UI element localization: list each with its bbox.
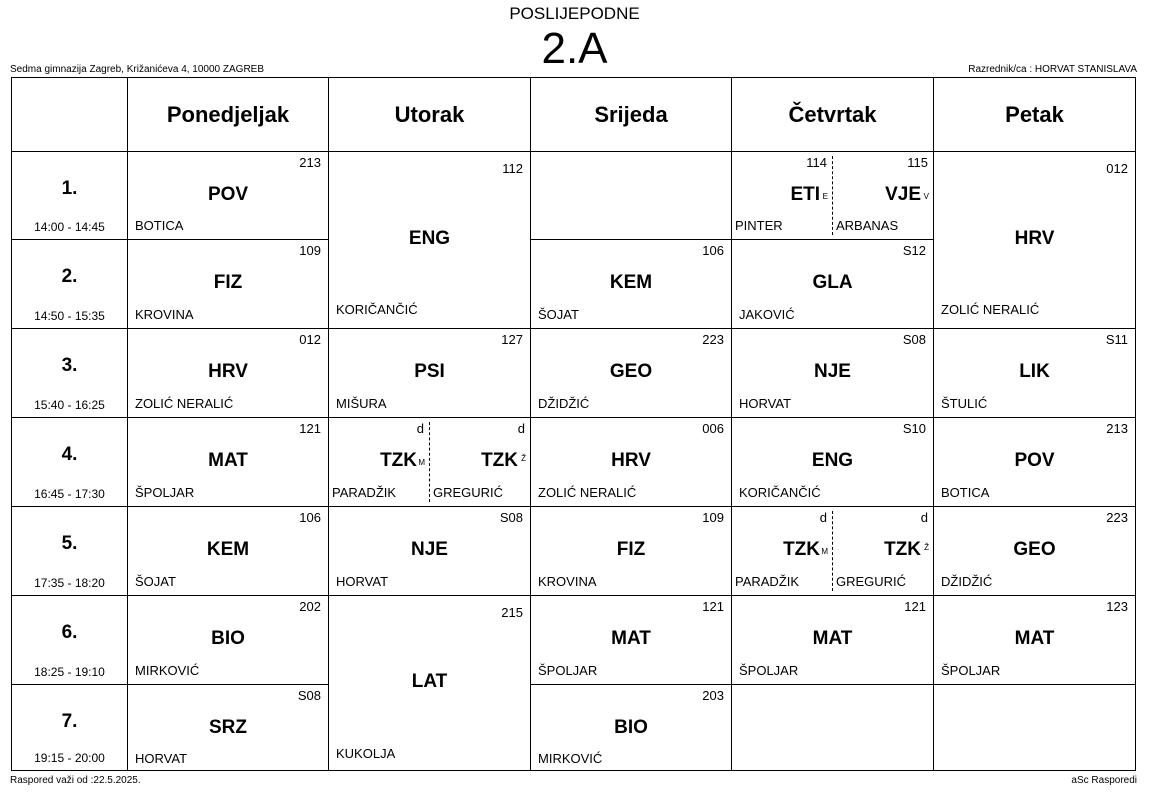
valid-from: Raspored važi od :22.5.2025. (10, 775, 141, 786)
subject: HRV (208, 361, 248, 382)
subject: BIO (211, 628, 245, 649)
teacher-name: ŠPOLJAR (135, 485, 195, 500)
teacher-name: MIRKOVIĆ (538, 751, 603, 766)
teacher-name: PARADŽIK (332, 485, 397, 500)
teacher-name: KORIČANČIĆ (336, 302, 418, 317)
subject: POV (207, 184, 249, 205)
lesson-cell[interactable] (128, 152, 328, 239)
lesson-cell[interactable] (128, 596, 328, 684)
lesson-cell[interactable] (531, 418, 731, 506)
teacher-name: ŠPOLJAR (538, 663, 598, 678)
lesson-cell[interactable] (531, 329, 731, 417)
lesson-cell[interactable] (128, 507, 328, 595)
lesson-group-z[interactable] (833, 507, 933, 595)
subject: FIZ (616, 539, 646, 560)
period-number: 7. (61, 711, 78, 732)
teacher-name: ŠOJAT (135, 574, 176, 589)
room-number: 114 (806, 155, 827, 170)
teacher-name: ŠPOLJAR (739, 663, 799, 678)
subject: KEM (206, 539, 250, 560)
room-number: S08 (297, 688, 321, 703)
period-time: 16:45 - 17:30 (34, 487, 105, 501)
lesson-group-e[interactable] (732, 152, 832, 239)
teacher-name: ŠPOLJAR (941, 663, 1001, 678)
room-number: 213 (1106, 421, 1128, 436)
room-number: 127 (501, 332, 523, 347)
teacher-name: ŠOJAT (538, 307, 579, 322)
room-number: d (819, 510, 827, 525)
lesson-cell[interactable] (531, 507, 731, 595)
period-1 (12, 152, 127, 239)
room-number: d (517, 421, 525, 436)
room-number: S12 (902, 243, 926, 258)
homeroom-teacher: Razrednik/ca : HORVAT STANISLAVA (968, 64, 1137, 75)
teacher-name: KROVINA (538, 574, 597, 589)
teacher-name: DŽIDŽIĆ (941, 574, 993, 589)
teacher-name: BOTICA (135, 218, 184, 233)
lesson-cell-empty (934, 685, 1135, 770)
period-time: 19:15 - 20:00 (34, 751, 105, 765)
room-number: 213 (299, 155, 321, 170)
lesson-group-z[interactable] (430, 418, 530, 506)
subject: MAT (611, 628, 651, 649)
lesson-cell[interactable] (934, 418, 1135, 506)
lesson-cell[interactable] (732, 418, 933, 506)
lesson-cell[interactable] (128, 240, 328, 328)
room-number: 106 (702, 243, 724, 258)
subject: BIO (614, 717, 648, 738)
teacher-name: JAKOVIĆ (739, 307, 795, 322)
subject: ETI (790, 184, 820, 205)
lesson-cell[interactable] (329, 329, 530, 417)
lesson-cell[interactable] (128, 329, 328, 417)
subject: ENG (408, 228, 451, 249)
subject: TZK (481, 450, 518, 471)
subject: HRV (611, 450, 651, 471)
period-time: 15:40 - 16:25 (34, 398, 105, 412)
subject: NJE (411, 539, 448, 560)
room-number: 121 (702, 599, 724, 614)
room-number: 112 (502, 161, 523, 176)
room-number: 106 (299, 510, 321, 525)
teacher-name: KORIČANČIĆ (739, 485, 821, 500)
period-time: 14:50 - 15:35 (34, 309, 105, 323)
lesson-cell[interactable] (329, 507, 530, 595)
subject: LIK (1019, 361, 1050, 382)
subject: NJE (814, 361, 851, 382)
lesson-cell-split[interactable] (732, 152, 933, 239)
subject: SRZ (209, 717, 247, 738)
period-number: 4. (61, 444, 78, 465)
lesson-cell[interactable] (732, 596, 933, 684)
day-header-thursday: Četvrtak (788, 101, 877, 127)
room-number: 006 (702, 421, 724, 436)
room-number: S10 (902, 421, 926, 436)
teacher-name: HORVAT (739, 396, 792, 411)
teacher-name: GREGURIĆ (433, 485, 504, 500)
school-address: Sedma gimnazija Zagreb, Križanićeva 4, 10000 ZAGREB (10, 64, 265, 75)
teacher-name: ARBANAS (836, 218, 899, 233)
lesson-cell[interactable] (934, 152, 1135, 328)
room-number: S11 (1105, 332, 1128, 347)
teacher-name: ŠTULIĆ (941, 396, 988, 411)
lesson-cell[interactable] (531, 685, 731, 770)
lesson-cell-empty (531, 152, 731, 239)
period-4 (12, 418, 127, 506)
room-number: d (920, 510, 928, 525)
lesson-cell[interactable] (531, 596, 731, 684)
period-number: 3. (61, 355, 78, 376)
teacher-name: ZOLIĆ NERALIĆ (941, 302, 1040, 317)
teacher-name: KUKOLJA (336, 746, 396, 761)
subject: LAT (411, 671, 448, 692)
lesson-cell[interactable] (531, 240, 731, 328)
lesson-cell[interactable] (128, 418, 328, 506)
teacher-name: GREGURIĆ (836, 574, 907, 589)
subject: TZK (380, 450, 417, 471)
lesson-cell[interactable] (732, 240, 933, 328)
period-number: 5. (61, 533, 78, 554)
teacher-name: BOTICA (941, 485, 990, 500)
teacher-name: DŽIDŽIĆ (538, 396, 590, 411)
room-number: S08 (499, 510, 523, 525)
subject: FIZ (213, 272, 243, 293)
timetable-grid (11, 77, 1136, 771)
group-tag: E (822, 192, 828, 201)
period-6 (12, 596, 127, 684)
teacher-name: MIRKOVIĆ (135, 663, 200, 678)
day-header-tuesday: Utorak (394, 101, 465, 127)
lesson-cell-split[interactable] (732, 507, 933, 595)
period-3 (12, 329, 127, 417)
room-number: 123 (1106, 599, 1128, 614)
shift-label: POSLIJEPODNE (509, 4, 640, 23)
subject: GEO (1013, 539, 1056, 560)
group-tag: Ž (924, 543, 929, 552)
lesson-cell[interactable] (934, 507, 1135, 595)
period-number: 1. (61, 178, 78, 199)
period-time: 18:25 - 19:10 (34, 665, 105, 679)
teacher-name: KROVINA (135, 307, 194, 322)
room-number: 121 (904, 599, 926, 614)
subject: ENG (811, 450, 854, 471)
room-number: 115 (907, 155, 928, 170)
group-tag: V (923, 192, 929, 201)
lesson-cell[interactable] (934, 329, 1135, 417)
lesson-cell[interactable] (732, 329, 933, 417)
teacher-name: ZOLIĆ NERALIĆ (135, 396, 234, 411)
teacher-name: PARADŽIK (735, 574, 800, 589)
subject: MAT (812, 628, 853, 649)
room-number: 109 (299, 243, 321, 258)
group-tag: Ž (521, 454, 526, 463)
subject: KEM (609, 272, 653, 293)
lesson-cell-split[interactable] (329, 418, 530, 506)
day-header-friday: Petak (1005, 101, 1064, 127)
teacher-name: HORVAT (336, 574, 389, 589)
subject: GEO (609, 361, 653, 382)
generator-credit: aSc Rasporedi (1071, 775, 1137, 786)
period-time: 17:35 - 18:20 (34, 576, 105, 590)
group-tag: M (418, 458, 425, 467)
subject: TZK (783, 539, 820, 560)
period-number: 6. (61, 622, 78, 643)
teacher-name: PINTER (735, 218, 783, 233)
teacher-name: MIŠURA (336, 396, 387, 411)
room-number: 202 (299, 599, 321, 614)
room-number: 203 (702, 688, 724, 703)
room-number: 215 (501, 605, 523, 620)
subject: MAT (208, 450, 248, 471)
day-header-wednesday: Srijeda (594, 101, 668, 127)
room-number: 223 (702, 332, 724, 347)
lesson-group-m[interactable] (732, 507, 832, 595)
period-5 (12, 507, 127, 595)
day-header-monday: Ponedjeljak (166, 101, 290, 127)
subject: GLA (812, 272, 853, 293)
subject: VJE (885, 184, 921, 205)
room-number: S08 (902, 332, 926, 347)
subject: POV (1014, 450, 1055, 471)
group-tag: M (821, 547, 828, 556)
lesson-group-m[interactable] (329, 418, 429, 506)
lesson-cell[interactable] (128, 685, 328, 770)
period-7 (12, 685, 127, 770)
lesson-cell[interactable] (934, 596, 1135, 684)
room-number: 121 (299, 421, 321, 436)
lesson-cell[interactable] (329, 596, 530, 770)
subject: TZK (884, 539, 921, 560)
subject: MAT (1014, 628, 1055, 649)
room-number: d (416, 421, 424, 436)
room-number: 109 (702, 510, 724, 525)
class-title: 2.A (541, 24, 608, 73)
period-number: 2. (61, 266, 78, 287)
room-number: 012 (299, 332, 321, 347)
subject: PSI (414, 361, 445, 382)
room-number: 012 (1106, 161, 1128, 176)
lesson-group-v[interactable] (833, 152, 933, 239)
subject: HRV (1014, 228, 1055, 249)
room-number: 223 (1106, 510, 1128, 525)
teacher-name: ZOLIĆ NERALIĆ (538, 485, 637, 500)
period-2 (12, 240, 127, 328)
period-time: 14:00 - 14:45 (34, 220, 105, 234)
lesson-cell-empty (732, 685, 933, 770)
teacher-name: HORVAT (135, 751, 188, 766)
lesson-cell[interactable] (329, 152, 530, 328)
